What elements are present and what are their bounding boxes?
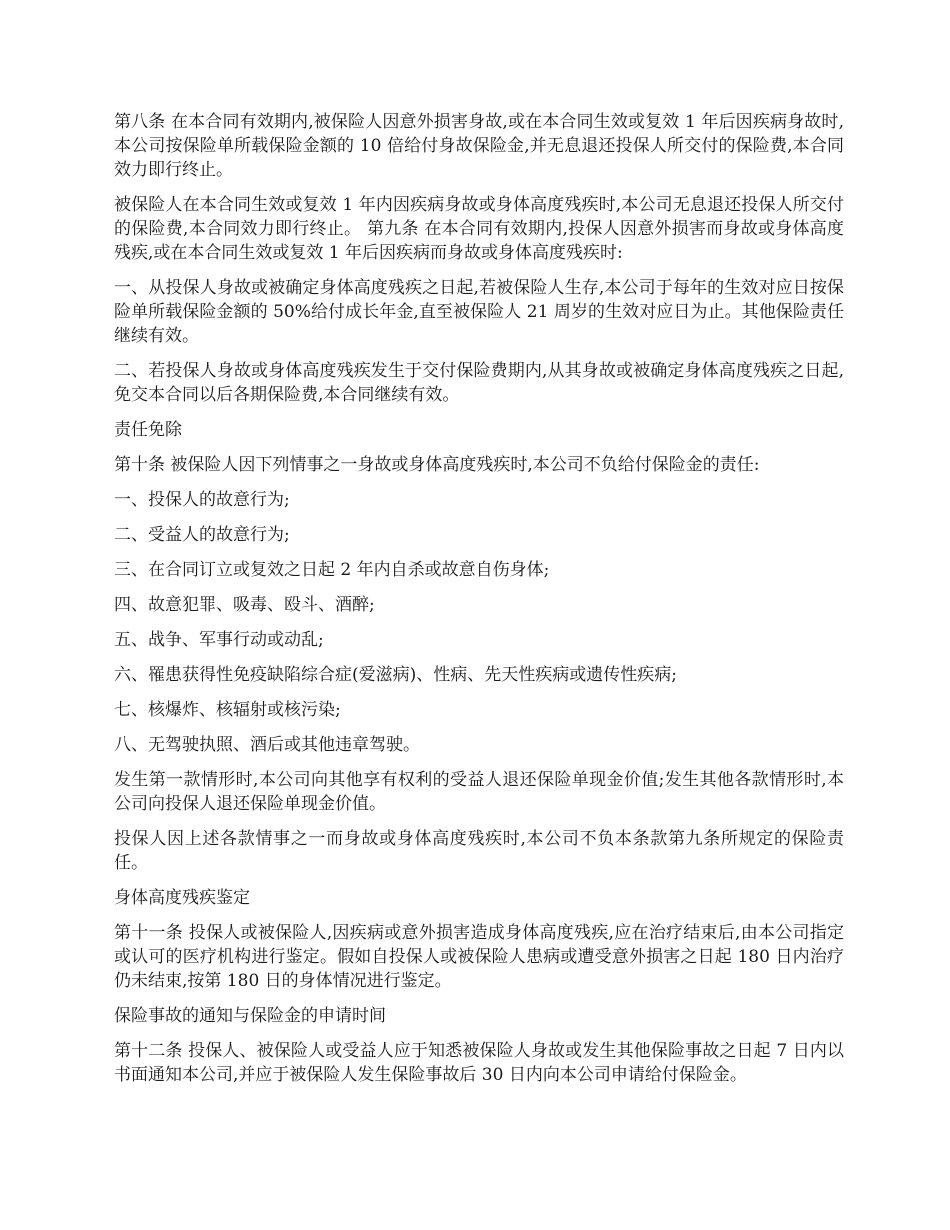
paragraph-article-8: 第八条 在本合同有效期内,被保险人因意外损害身故,或在本合同生效或复效 1 年后因疾病身故时,本公司按保险单所载保险金额的 10 倍给付身故保险金,并无息退还投保人所交付的保险费,本合同效力即行终止。: [114, 112, 844, 180]
section-heading-disability-assessment: 身体高度残疾鉴定: [114, 888, 250, 908]
list-item-exclusion-5: 五、战争、军事行动或动乱;: [114, 630, 324, 650]
list-item-exclusion-7: 七、核爆炸、核辐射或核污染;: [114, 700, 341, 720]
list-item-exclusion-1: 一、投保人的故意行为;: [114, 490, 290, 510]
list-item-exclusion-3: 三、在合同订立或复效之日起 2 年内自杀或故意自伤身体;: [114, 560, 550, 580]
paragraph-article-9: 被保险人在本合同生效或复效 1 年内因疾病身故或身体高度残疾时,本公司无息退还投保人所交付的保险费,本合同效力即行终止。 第九条 在本合同有效期内,投保人因意外损害而身故或身体高度残疾,或在本合同生效或复效 1 年后因疾病而身故或身体高度残疾时:: [114, 195, 844, 263]
list-item-exclusion-2: 二、受益人的故意行为;: [114, 525, 290, 545]
list-item-exclusion-4: 四、故意犯罪、吸毒、殴斗、酒醉;: [114, 595, 375, 615]
paragraph-article-9-item-2: 二、若投保人身故或身体高度残疾发生于交付保险费期内,从其身故或被确定身体高度残疾之日起,免交本合同以后各期保险费,本合同继续有效。: [114, 361, 844, 405]
document-body: [114, 110, 844, 1098]
list-item-exclusion-8: 八、无驾驶执照、酒后或其他违章驾驶。: [114, 735, 420, 755]
paragraph-article-9-item-1: 一、从投保人身故或被确定身体高度残疾之日起,若被保险人生存,本公司于每年的生效对应日按保险单所载保险金额的 50%给付成长年金,直至被保险人 21 周岁的生效对应日为止。其他保险责任继续有效。: [114, 278, 844, 346]
paragraph-article-12: 第十二条 投保人、被保险人或受益人应于知悉被保险人身故或发生其他保险事故之日起 7 日内以书面通知本公司,并应于被保险人发生保险事故后 30 日内向本公司申请给付保险金。: [114, 1041, 844, 1085]
list-item-exclusion-6: 六、罹患获得性免疫缺陷综合症(爱滋病)、性病、先天性疾病或遗传性疾病;: [114, 665, 677, 685]
paragraph-cash-value-refund: 发生第一款情形时,本公司向其他享有权利的受益人退还保险单现金价值;发生其他各款情形时,本公司向投保人退还保险单现金价值。: [114, 770, 844, 814]
section-heading-exclusions: 责任免除: [114, 420, 182, 440]
paragraph-article-11: 第十一条 投保人或被保险人,因疾病或意外损害造成身体高度残疾,应在治疗结束后,由本公司指定或认可的医疗机构进行鉴定。假如自投保人或被保险人患病或遭受意外损害之日起 180 日内治疗仍未结束,按第 180 日的身体情况进行鉴定。: [114, 923, 844, 991]
section-heading-notification: 保险事故的通知与保险金的申请时间: [114, 1006, 386, 1026]
paragraph-article-10: 第十条 被保险人因下列情事之一身故或身体高度残疾时,本公司不负给付保险金的责任:: [114, 455, 760, 475]
paragraph-article-9-exemption: 投保人因上述各款情事之一而身故或身体高度残疾时,本公司不负本条款第九条所规定的保险责任。: [114, 829, 844, 873]
